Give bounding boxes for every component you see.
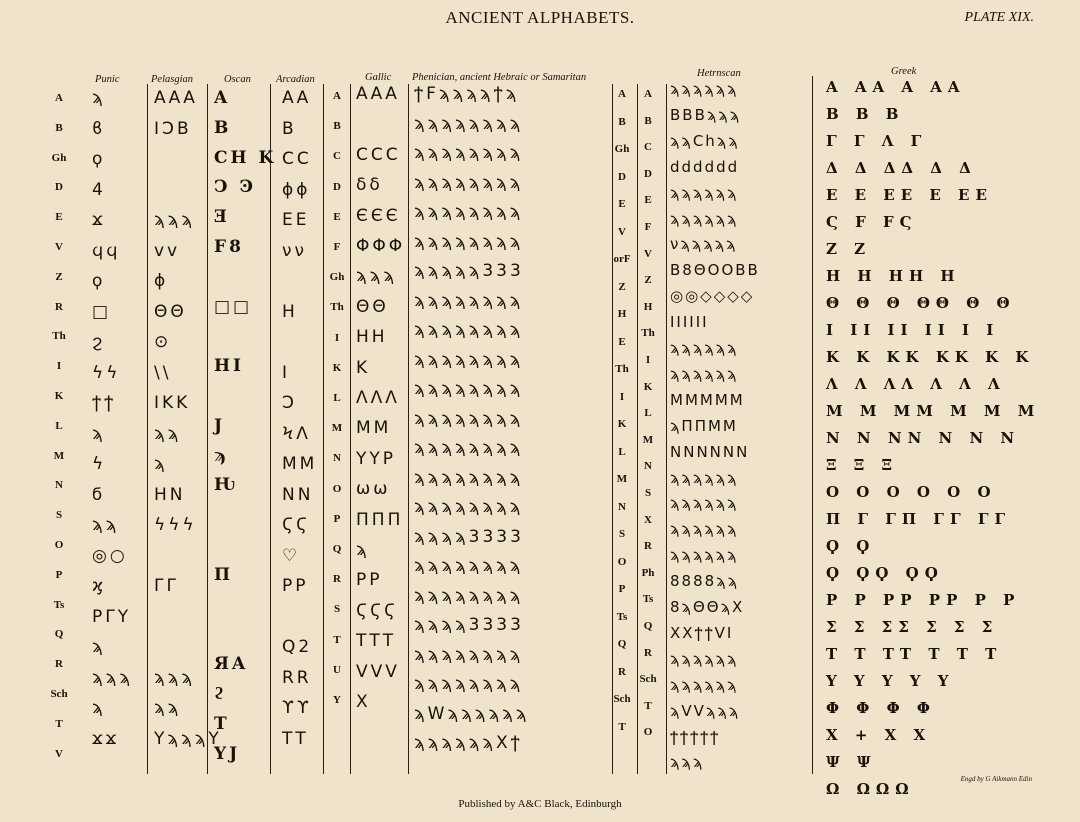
row-label: N <box>618 500 626 513</box>
gallic-glyph: ϹϹϹ <box>356 144 401 165</box>
punic-glyph: ϙ <box>92 271 106 291</box>
row-label: S <box>333 603 341 616</box>
row-label: P <box>333 512 341 525</box>
row-label: Th <box>615 363 629 375</box>
greek-glyph: Α ΑΑ Α ΑΑ <box>826 78 966 96</box>
phenician-glyph: ϡϡϡϡϡϡϡϡ <box>414 231 524 252</box>
oscan-glyph: Β <box>214 117 232 138</box>
phenician-glyph: ϡϡϡϡ3333 <box>414 615 524 635</box>
greek-glyph: Ι ΙΙ ΙΙ ΙΙ Ι Ι <box>826 321 1000 339</box>
row-label: E <box>644 194 652 207</box>
row-label: L <box>644 407 652 420</box>
row-label: P <box>55 568 63 581</box>
phenician-glyph: ϯϜϡϡϡϡϯϡ <box>414 84 520 104</box>
col-punic: Punic <box>95 74 120 85</box>
greek-glyph: Κ Κ ΚΚ ΚΚ Κ Κ <box>826 348 1035 366</box>
arcadian-glyph: ΤΤ <box>282 728 309 749</box>
col-etruscan: Hetrnscan <box>697 68 741 79</box>
row-label: Z <box>55 270 63 283</box>
row-label: V <box>618 225 626 238</box>
phenician-glyph: ϡϡϡϡ3333 <box>414 526 524 547</box>
row-label: I <box>334 331 340 344</box>
gallic-glyph: ΘΘ <box>356 296 389 317</box>
etruscan-glyph: νϡϡϡϡϡ <box>670 235 738 254</box>
row-label: K <box>332 361 342 374</box>
gallic-glyph: VVV <box>356 661 400 682</box>
phenician-glyph: ϡϡϡϡϡϡϡϡ <box>414 585 524 606</box>
etruscan-glyph: ΙΙΙΙΙΙ <box>670 313 709 332</box>
row-label: R <box>644 646 652 659</box>
pelasgian-glyph: ϡϡ <box>154 698 182 718</box>
oscan-glyph: Ƕ <box>214 475 238 496</box>
row-label: K <box>54 390 64 402</box>
etruscan-glyph: ϡϡϡϡϡϡ <box>670 546 739 565</box>
etruscan-glyph: ϡϡϡϡϡϡ <box>670 183 739 202</box>
punic-glyph: ϡ <box>92 423 106 444</box>
row-label: T <box>333 633 341 646</box>
greek-glyph: Τ Τ ΤΤ Τ Τ Τ <box>826 645 1003 663</box>
greek-glyph: Λ Λ ΛΛ Λ Λ Λ <box>826 375 1006 393</box>
greek-glyph: Ϙ ϘϘ ϘϘ <box>826 564 944 582</box>
gallic-glyph: ΑΑΑ <box>356 84 400 104</box>
gallic-glyph: ϡ <box>356 540 370 560</box>
row-label: B <box>333 120 341 133</box>
gallic-glyph: δδ <box>356 175 383 196</box>
punic-glyph: ϡϡϡ <box>92 667 133 688</box>
row-label: Q <box>332 543 342 555</box>
row-label: V <box>55 241 63 253</box>
row-label: D <box>618 170 626 183</box>
row-label: A <box>618 88 626 100</box>
phenician-glyph: ϡϡϡϡϡϡϡϡ <box>414 290 524 311</box>
etruscan-glyph: ϡϡϡϡϡϡ <box>670 675 739 694</box>
pelasgian-glyph: ⊙ <box>154 332 172 352</box>
arcadian-glyph: νν <box>282 240 307 261</box>
punic-glyph: ◎○ <box>92 545 128 566</box>
row-label: E <box>618 198 626 210</box>
oscan-glyph: ϡ <box>214 445 229 466</box>
etruscan-glyph: ϡϡϡϡϡϡ <box>670 494 739 513</box>
row-label: L <box>333 392 341 404</box>
punic-glyph: ϭ <box>92 484 106 505</box>
column-rule <box>666 84 667 774</box>
row-label: Th <box>52 330 66 343</box>
punic-glyph: ϥϥ <box>92 240 121 261</box>
row-label: Y <box>333 694 341 706</box>
column-rule <box>147 84 148 774</box>
arcadian-glyph: ΕΕ <box>282 210 310 230</box>
row-label: E <box>333 210 341 223</box>
etruscan-glyph: ϡϡChϡϡ <box>670 131 740 150</box>
row-label: orF <box>613 253 631 265</box>
row-label: R <box>618 665 626 678</box>
row-label: N <box>55 479 63 492</box>
phenician-glyph: ϡϡϡϡϡϡϡϡ <box>414 320 524 340</box>
row-label: Sch <box>50 688 68 700</box>
greek-glyph: Γ Γ Λ Γ <box>826 132 928 150</box>
row-label: Gh <box>329 271 345 284</box>
oscan-glyph: F8 <box>214 237 244 257</box>
row-label: M <box>53 449 65 462</box>
row-label: C <box>644 141 652 154</box>
pelasgian-glyph: ΘΘ <box>154 301 187 322</box>
row-label: A <box>644 88 652 100</box>
row-label: S <box>618 528 626 540</box>
col-greek: Greek <box>891 66 917 77</box>
row-label: Ph <box>641 566 655 579</box>
oscan-glyph: Ϳ <box>214 415 226 436</box>
row-label: C <box>333 150 341 163</box>
etruscan-glyph: ϯϯϯϯϯ <box>670 727 721 746</box>
greek-glyph: Σ Σ ΣΣ Σ Σ Σ <box>826 618 999 636</box>
row-label: Z <box>644 274 652 287</box>
greek-glyph: Ψ Ψ <box>826 753 877 771</box>
greek-glyph: Ο Ο Ο Ο Ο Ο <box>826 483 997 501</box>
oscan-glyph: ϩ <box>214 684 227 704</box>
row-label: Q <box>54 628 64 641</box>
gallic-glyph: ΦΦΦ <box>356 236 406 256</box>
row-label: X <box>644 513 652 526</box>
oscan-glyph: Ǝ <box>214 207 230 228</box>
row-label: V <box>55 747 63 760</box>
greek-glyph: Χ + Χ Χ <box>826 726 932 744</box>
gallic-glyph: ΡΡ <box>356 570 383 591</box>
punic-glyph: ϡ <box>92 698 106 718</box>
row-label: D <box>333 180 341 193</box>
greek-glyph: Ξ Ξ Ξ <box>826 456 899 474</box>
row-label: Ts <box>642 593 654 606</box>
row-label: K <box>617 418 627 430</box>
col-phenician: Phenician, ancient Hebraic or Samaritan <box>412 72 587 83</box>
greek-glyph: Φ Φ Φ Φ <box>826 699 936 717</box>
row-label: I <box>56 360 62 373</box>
row-label: S <box>55 509 63 522</box>
row-label: E <box>618 335 626 348</box>
row-label: Gh <box>51 151 67 164</box>
arcadian-glyph: Ι <box>282 362 291 383</box>
greek-glyph: Ω ΩΩΩ <box>826 780 915 798</box>
column-rule <box>812 76 813 774</box>
row-label: Sch <box>613 693 631 705</box>
row-label: N <box>644 460 652 473</box>
row-label: Th <box>641 327 655 340</box>
etruscan-glyph: ϡϡϡϡϡϡ <box>670 209 739 228</box>
row-label: D <box>55 181 63 194</box>
row-label: Ts <box>616 610 628 623</box>
gallic-glyph: ΥΥΡ <box>356 448 397 469</box>
row-label: B <box>618 115 626 128</box>
gallic-glyph: ϚϚϚ <box>356 600 399 621</box>
arcadian-glyph: ϕϕ <box>282 179 311 200</box>
greek-glyph: Η Η ΗΗ Η <box>826 267 961 285</box>
arcadian-glyph: Η <box>282 301 298 322</box>
row-label: L <box>55 419 63 432</box>
row-label: Z <box>618 280 626 293</box>
row-label: O <box>54 539 64 551</box>
etruscan-glyph: ΝΝΝΝΝΝ <box>670 442 750 461</box>
punic-glyph: ϙ <box>92 149 106 169</box>
arcadian-glyph: Β <box>282 118 297 139</box>
greek-glyph: Ζ Ζ <box>826 240 872 258</box>
oscan-glyph: Π <box>214 564 234 585</box>
pelasgian-glyph: ϡϡϡ <box>154 667 195 688</box>
punic-glyph: ϫϫ <box>92 728 120 749</box>
row-label: F <box>333 241 341 253</box>
greek-glyph: Ν Ν ΝΝ Ν Ν Ν <box>826 429 1021 447</box>
arcadian-glyph: ΑΑ <box>282 88 312 108</box>
punic-glyph: ϐ <box>92 118 106 139</box>
row-label: V <box>644 247 652 260</box>
phenician-glyph: ϡϡϡϡϡϡϡϡ <box>414 556 524 576</box>
phenician-glyph: ϡϡϡϡϡϡXϯ <box>414 733 523 753</box>
row-label: Th <box>330 301 344 314</box>
greek-glyph: Δ Δ ΔΔ Δ Δ <box>826 159 977 177</box>
pelasgian-glyph: ϟϟϟ <box>154 515 197 535</box>
punic-glyph: ϩ <box>92 332 106 352</box>
arcadian-glyph: ΜΜ <box>282 454 318 474</box>
greek-glyph: Π Γ ΓΠ ΓΓ ΓΓ <box>826 510 1012 528</box>
punic-glyph: ϟ <box>92 454 107 474</box>
row-label: O <box>332 482 342 495</box>
pelasgian-glyph: ϡϡϡ <box>154 210 195 230</box>
phenician-glyph: ϡϡϡϡϡϡϡϡ <box>414 202 524 222</box>
row-label: Q <box>643 620 653 632</box>
gallic-glyph: ΤΤΤ <box>356 631 397 652</box>
row-label: F <box>644 221 652 233</box>
row-label: N <box>333 452 341 465</box>
publisher-line: Published by A&C Black, Edinburgh <box>458 798 622 810</box>
etruscan-glyph: ϡϡϡϡϡϡ <box>670 468 739 487</box>
arcadian-glyph: ♡ <box>282 545 301 566</box>
phenician-glyph: ϡϡϡϡϡϡϡϡ <box>414 349 524 370</box>
row-label: O <box>617 555 627 568</box>
pelasgian-glyph: ΙϽΒ <box>154 118 192 139</box>
oscan-glyph: Α <box>214 88 231 108</box>
etruscan-glyph: ΜΜΜΜΜ <box>670 390 745 409</box>
arcadian-glyph: ϚϚ <box>282 515 311 535</box>
gallic-glyph: Κ <box>356 357 371 378</box>
row-label: E <box>55 211 63 224</box>
row-label: O <box>643 726 653 739</box>
row-label: A <box>333 90 341 102</box>
row-label: H <box>643 300 653 313</box>
gallic-glyph: ΛΛΛ <box>356 388 400 408</box>
oscan-glyph: Τ <box>214 713 230 734</box>
arcadian-glyph: ΝΝ <box>282 484 314 505</box>
punic-glyph: ϡ <box>92 88 106 108</box>
row-label: T <box>618 720 626 733</box>
etruscan-glyph: ϡΠΠΜΜ <box>670 416 738 435</box>
etruscan-glyph: ϡϡϡϡϡϡ <box>670 520 739 539</box>
row-label: T <box>644 699 652 712</box>
punic-glyph: ϯϯ <box>92 393 117 413</box>
phenician-glyph: ϡWϡϡϡϡϡϡ <box>414 703 530 724</box>
pelasgian-glyph: ΗΝ <box>154 484 186 505</box>
phenician-glyph: ϡϡϡϡϡϡϡϡ <box>414 644 524 665</box>
oscan-glyph: ΥͿ <box>214 743 241 764</box>
etruscan-glyph: ϡϡϡϡϡϡ <box>670 339 739 357</box>
etruscan-glyph: ϡϡϡϡϡϡ <box>670 80 739 98</box>
gallic-glyph: Χ <box>356 692 371 712</box>
row-label: I <box>645 354 651 366</box>
gallic-glyph: ΗΗ <box>356 327 388 348</box>
pelasgian-glyph: ΓΓ <box>154 576 179 596</box>
column-rule <box>270 84 271 774</box>
column-rule <box>408 84 409 774</box>
row-label: Ts <box>53 598 65 611</box>
phenician-glyph: ϡϡϡϡϡϡϡϡ <box>414 143 524 163</box>
phenician-glyph: ϡϡϡϡϡ333 <box>414 261 524 281</box>
phenician-glyph: ϡϡϡϡϡϡϡϡ <box>414 497 524 517</box>
arcadian-glyph: Ͻ <box>282 393 297 413</box>
arcadian-glyph: RR <box>282 667 312 688</box>
greek-glyph: Ρ Ρ ΡΡ ΡΡ Ρ Ρ <box>826 591 1021 609</box>
pelasgian-glyph: ϡ <box>154 454 168 474</box>
greek-glyph: Ϛ F FϚ <box>826 213 918 231</box>
phenician-glyph: ϡϡϡϡϡϡϡϡ <box>414 674 524 694</box>
etruscan-glyph: XXϯϯVΙ <box>670 623 734 642</box>
arcadian-glyph: Q2 <box>282 637 313 657</box>
punic-glyph: ϗ <box>92 576 107 596</box>
row-label: P <box>618 583 626 595</box>
engraver-credit: Engd by G Aikmann Edin <box>960 775 1032 783</box>
greek-glyph: Υ Υ Υ Υ Υ <box>826 672 955 690</box>
punic-glyph: ϡϡ <box>92 515 120 535</box>
etruscan-glyph: ϡϡϡϡϡϡ <box>670 649 739 668</box>
row-label: R <box>644 540 652 553</box>
phenician-glyph: ϡϡϡϡϡϡϡϡ <box>414 379 524 399</box>
row-label: A <box>55 92 63 104</box>
row-label: L <box>618 445 626 458</box>
row-label: D <box>644 167 652 180</box>
plate-number: PLATE XIX. <box>964 10 1034 25</box>
punic-glyph: 4 <box>92 179 106 200</box>
etruscan-glyph: ϡVVϡϡϡ <box>670 701 741 720</box>
punic-glyph: □ <box>92 301 112 322</box>
punic-glyph: ϫ <box>92 210 106 230</box>
pelasgian-glyph: ΑΑΑ <box>154 88 198 108</box>
gallic-glyph: ΜΜ <box>356 418 392 439</box>
phenician-glyph: ϡϡϡϡϡϡϡϡ <box>414 172 524 193</box>
row-label: U <box>333 663 341 676</box>
greek-glyph: Θ Θ Θ ΘΘ Θ Θ <box>826 294 1016 312</box>
oscan-glyph: CH Κ <box>214 147 277 168</box>
etruscan-glyph: 8888ϡϡ <box>670 572 739 591</box>
etruscan-glyph: ΒΒΒϡϡϡ <box>670 105 742 124</box>
col-gallic: Gallic <box>365 72 392 83</box>
phenician-glyph: ϡϡϡϡϡϡϡϡ <box>414 113 524 134</box>
row-label: K <box>643 380 653 393</box>
arcadian-glyph: ϒϒ <box>282 698 312 718</box>
oscan-glyph: ЯΑ <box>214 654 249 675</box>
punic-glyph: ΡΓΥ <box>92 606 132 627</box>
punic-glyph: ϡ <box>92 637 106 657</box>
etruscan-glyph: dddddd <box>670 157 740 176</box>
row-label: M <box>331 422 343 435</box>
arcadian-glyph: ΡΡ <box>282 576 309 596</box>
etruscan-glyph: Β8ΘΟΟΒΒ <box>670 261 760 280</box>
greek-glyph: Ϙ Ϙ <box>826 537 876 555</box>
phenician-glyph: ϡϡϡϡϡϡϡϡ <box>414 467 524 488</box>
row-label: B <box>644 114 652 127</box>
greek-glyph: Β Β Β <box>826 105 905 123</box>
row-label: R <box>55 300 63 313</box>
oscan-glyph: Ͻ Ͽ <box>214 177 256 198</box>
gallic-glyph: ωω <box>356 479 391 500</box>
col-arcadian: Arcadian <box>276 74 315 85</box>
phenician-glyph: ϡϡϡϡϡϡϡϡ <box>414 438 524 458</box>
greek-glyph: Μ Μ ΜΜ Μ Μ Μ <box>826 402 1041 420</box>
column-rule <box>207 84 208 774</box>
row-label: I <box>619 390 625 403</box>
etruscan-glyph: ◎◎◇◇◇◇ <box>670 287 755 306</box>
row-label: Sch <box>639 673 657 686</box>
etruscan-glyph: 8ϡΘΘϡX <box>670 598 745 616</box>
gallic-glyph: ϡϡϡ <box>356 266 397 287</box>
pelasgian-glyph: ⅴⅴ <box>154 240 181 261</box>
oscan-glyph: □□ <box>214 296 253 317</box>
row-label: Gh <box>614 143 630 155</box>
pelasgian-glyph: ΙΚΚ <box>154 393 191 413</box>
row-label: S <box>644 487 652 499</box>
row-label: B <box>55 121 63 134</box>
row-label: M <box>642 433 654 446</box>
oscan-glyph: ΗΙ <box>214 356 245 377</box>
pelasgian-glyph: ϡϡ <box>154 423 182 444</box>
pelasgian-glyph: ΥϡϡϡΥ <box>154 728 222 749</box>
greek-glyph: Ε Ε ΕΕ Ε ΕΕ <box>826 186 993 204</box>
row-label: T <box>55 717 63 730</box>
row-label: M <box>616 473 628 485</box>
row-label: Q <box>617 638 627 650</box>
pelasgian-glyph: ϕ <box>154 271 169 291</box>
gallic-glyph: ΠΠΠ <box>356 509 404 530</box>
phenician-glyph: ϡϡϡϡϡϡϡϡ <box>414 408 524 429</box>
col-pelasgian: Pelasgian <box>151 74 193 85</box>
arcadian-glyph: ϞΛ <box>282 423 311 444</box>
etruscan-glyph: ϡϡϡ <box>670 753 705 772</box>
row-label: R <box>55 658 63 671</box>
pelasgian-glyph: \\ <box>154 362 172 383</box>
plate-title: ANCIENT ALPHABETS. <box>445 8 635 27</box>
row-label: H <box>617 308 627 320</box>
etruscan-glyph: ϡϡϡϡϡϡ <box>670 364 739 383</box>
punic-glyph: ϟϟ <box>92 362 121 383</box>
arcadian-glyph: ϹϹ <box>282 149 312 169</box>
col-oscan: Oscan <box>224 74 251 85</box>
gallic-glyph: ЄЄЄ <box>356 205 401 226</box>
row-label: R <box>333 573 341 586</box>
